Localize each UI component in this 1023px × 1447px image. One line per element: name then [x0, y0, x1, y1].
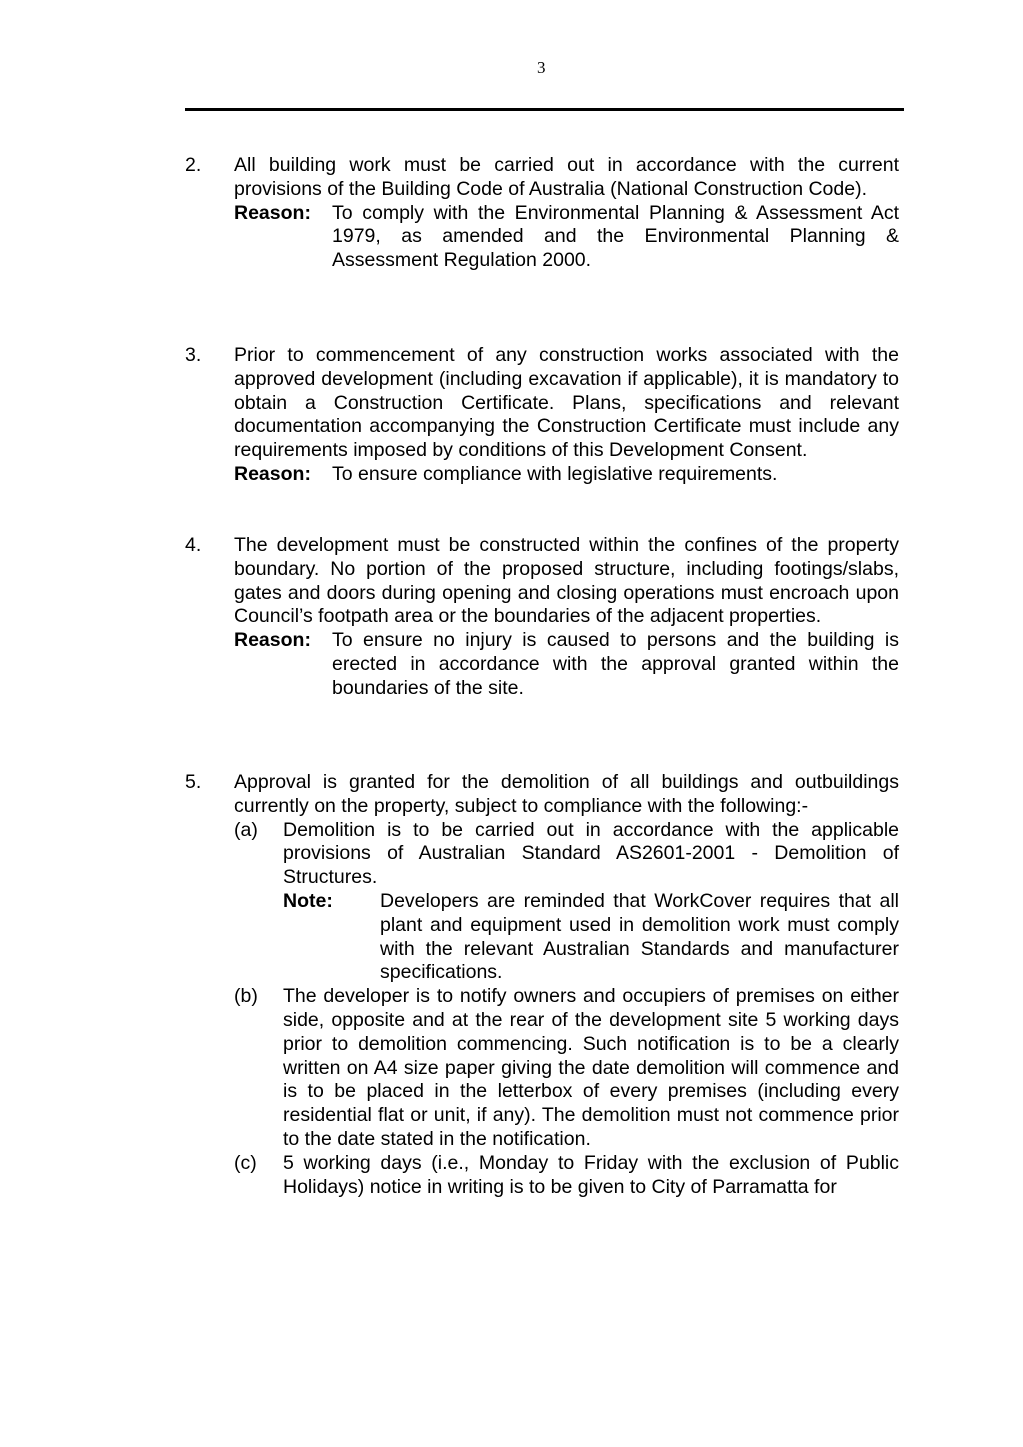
condition-text: All building work must be carried out in accordance with the current provisions of the Building Code of Australia (National Construction Code).: [234, 154, 899, 200]
reason-row: [234, 463, 899, 487]
note-text: Developers are reminded that WorkCover requires that all plant and equipment used in demolition work must comply with the relevant Australian Standards and manufacturer specifications.: [380, 889, 899, 984]
reason-label: Reason:: [234, 462, 311, 485]
sub-item-text: Demolition is to be carried out in accordance with the applicable provisions of Australian Standard AS2601-2001 - Demolition of Structures.: [283, 818, 899, 889]
condition-number: 5.: [185, 771, 202, 793]
page-number: 3: [537, 58, 546, 77]
condition-text: The development must be constructed within the confines of the property boundary. No portion of the proposed structure, including footings/slabs, gates and doors during opening and closing operations must encroach upon Council’s footpath area or the boundaries of the adjacent properties.: [234, 534, 899, 628]
reason-text: To ensure compliance with legislative requirements.: [332, 462, 778, 485]
sub-item-b: [234, 985, 899, 1152]
condition-2: [185, 154, 899, 273]
sub-item-text: 5 working days (i.e., Monday to Friday with the exclusion of Public Holidays) notice in writing is to be given to City of Parramatta for: [283, 1151, 899, 1198]
condition-5: [185, 771, 899, 1199]
sub-item-text: The developer is to notify owners and occupiers of premises on either side, opposite and at the rear of the development site 5 working days prior to demolition commencing. Such notification is to be a clearly written on A4 size paper giving the date demolition will commence and is to be placed in the letterbox of every premises (including every residential flat or unit, if any). The demolition must not commence prior to the date stated in the notification.: [283, 985, 899, 1150]
reason-row: [234, 629, 899, 700]
sub-item-c: [234, 1152, 899, 1200]
reason-text: To ensure no injury is caused to persons and the building is erected in accordance with the approval granted within the boundaries of the site.: [332, 629, 899, 699]
condition-number: 4.: [185, 534, 202, 556]
header-rule: [185, 108, 904, 111]
condition-3: [185, 344, 899, 487]
condition-number: 2.: [185, 154, 202, 176]
condition-number: 3.: [185, 344, 202, 366]
reason-label: Reason:: [234, 629, 311, 652]
sub-item-label: (c): [234, 1151, 257, 1174]
reason-label: Reason:: [234, 201, 311, 224]
condition-text: Approval is granted for the demolition of all buildings and outbuildings currently on the property, subject to compliance with the following:-: [234, 771, 899, 817]
note-row: [283, 890, 899, 985]
reason-text: To comply with the Environmental Planning & Assessment Act 1979, as amended and the Environmental Planning & Assessment Regulation 2000.: [332, 201, 899, 272]
condition-4: [185, 534, 899, 701]
reason-row: [234, 202, 899, 273]
sub-item-a: [234, 819, 899, 986]
condition-text: Prior to commencement of any construction works associated with the approved development (including excavation if applicable), it is mandatory to obtain a Construction Certificate. Plans, specifications and relevant documentation accompanying the Construction Certificate must include any requirements imposed by conditions of this Development Consent.: [234, 344, 899, 462]
sub-item-label: (b): [234, 985, 258, 1008]
note-label: Note:: [283, 889, 333, 912]
sub-item-label: (a): [234, 818, 258, 841]
